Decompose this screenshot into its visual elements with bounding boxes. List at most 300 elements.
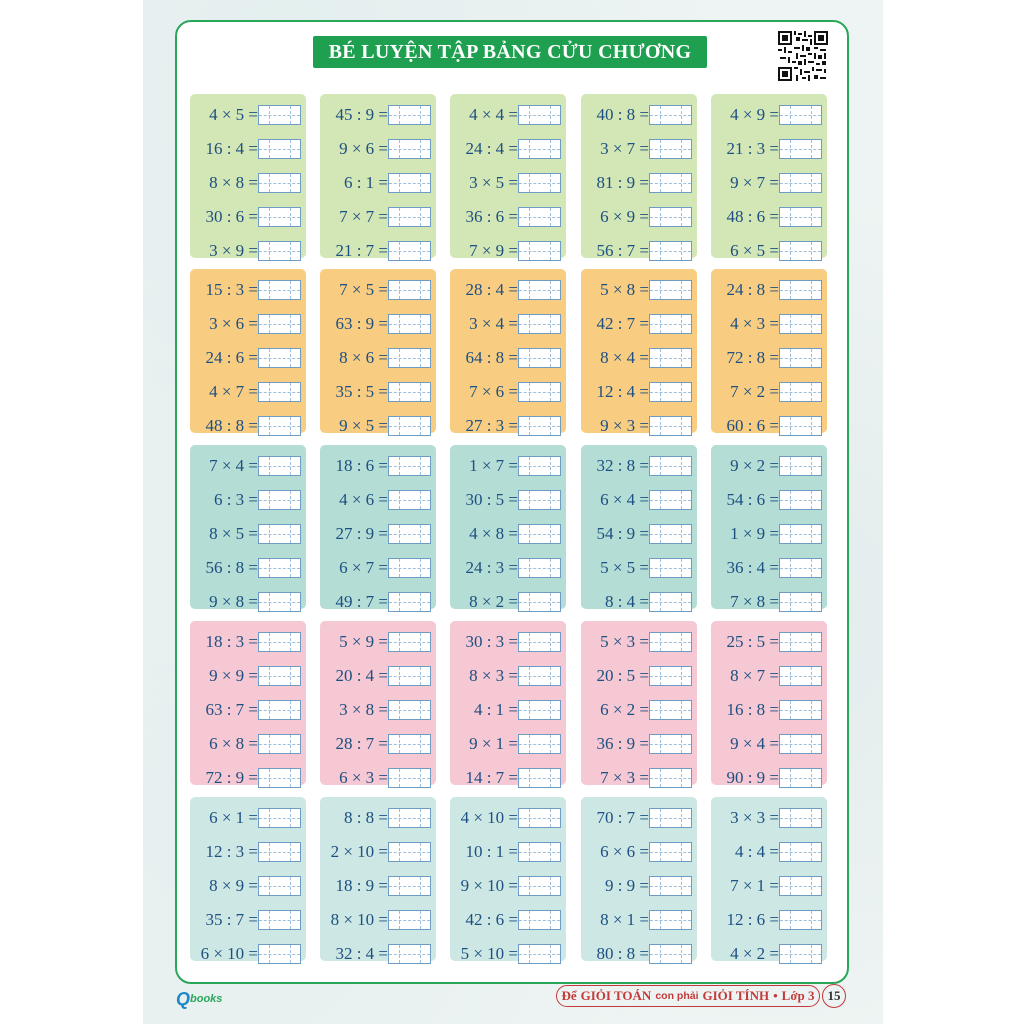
exercise-expression: 80 : 8 = [596,944,649,963]
answer-box[interactable] [388,139,431,159]
exercise-card [581,269,697,433]
exercise-expression: 4 × 5 = [209,105,258,124]
exercise-expression: 9 × 5 = [339,416,388,435]
exercise-expression: 8 × 10 = [330,910,388,929]
exercise-row [711,731,827,757]
exercise-row [190,453,306,479]
exercise-expression: 36 : 4 = [726,558,779,577]
answer-box[interactable] [649,490,692,510]
slogan-part-a: Để [561,988,577,1003]
exercise-expression: 81 : 9 = [596,173,649,192]
exercise-row [190,521,306,547]
answer-box[interactable] [258,207,301,227]
exercise-row [190,629,306,655]
exercise-card [450,621,566,785]
exercise-expression: 27 : 3 = [465,416,518,435]
answer-box[interactable] [388,314,431,334]
answer-box[interactable] [649,768,692,788]
exercise-row [581,907,697,933]
exercise-row [450,697,566,723]
answer-box[interactable] [388,592,431,612]
exercise-expression: 9 : 9 = [604,876,649,895]
answer-box[interactable] [518,207,561,227]
answer-box[interactable] [518,592,561,612]
answer-box[interactable] [388,456,431,476]
exercise-expression: 70 : 7 = [596,808,649,827]
answer-box[interactable] [649,173,692,193]
exercise-card [190,621,306,785]
answer-box[interactable] [518,768,561,788]
answer-box[interactable] [649,382,692,402]
exercise-row [711,907,827,933]
answer-box[interactable] [779,348,822,368]
exercise-expression: 24 : 3 = [465,558,518,577]
answer-box[interactable] [779,700,822,720]
exercise-card [320,269,436,433]
exercise-card [320,797,436,961]
exercise-expression: 4 : 1 = [473,700,518,719]
exercise-card [581,797,697,961]
exercise-expression: 5 × 10 = [460,944,518,963]
exercise-expression: 9 × 3 = [600,416,649,435]
exercise-expression: 5 × 3 = [600,632,649,651]
exercise-expression: 27 : 9 = [335,524,388,543]
exercise-row [320,907,436,933]
answer-box[interactable] [388,632,431,652]
exercise-row [581,379,697,405]
answer-box[interactable] [388,416,431,436]
exercise-expression: 35 : 5 = [335,382,388,401]
exercise-expression: 4 × 6 = [339,490,388,509]
exercise-row [711,136,827,162]
exercise-expression: 54 : 6 = [726,490,779,509]
exercise-row [320,487,436,513]
exercise-row [320,839,436,865]
answer-box[interactable] [518,456,561,476]
qr-code[interactable] [778,31,828,81]
exercise-row [190,555,306,581]
exercise-expression: 9 × 8 = [209,592,258,611]
answer-box[interactable] [388,490,431,510]
exercise-row [711,873,827,899]
answer-box[interactable] [779,105,822,125]
answer-box[interactable] [649,139,692,159]
exercise-card [190,797,306,961]
answer-box[interactable] [649,944,692,964]
exercise-expression: 9 × 2 = [730,456,779,475]
answer-box[interactable] [258,768,301,788]
exercise-row [190,873,306,899]
answer-box[interactable] [649,524,692,544]
exercise-expression: 45 : 9 = [335,105,388,124]
answer-box[interactable] [779,524,822,544]
exercise-row [711,697,827,723]
answer-box[interactable] [779,910,822,930]
answer-box[interactable] [779,139,822,159]
answer-box[interactable] [649,280,692,300]
exercise-row [711,765,827,791]
answer-box[interactable] [518,876,561,896]
exercise-expression: 6 × 8 = [209,734,258,753]
exercise-expression: 6 × 1 = [209,808,258,827]
exercise-expression: 4 × 10 = [460,808,518,827]
exercise-row [320,136,436,162]
exercise-row [190,413,306,439]
exercise-expression: 24 : 8 = [726,280,779,299]
exercise-expression: 3 × 5 = [469,173,518,192]
exercise-expression: 56 : 8 = [205,558,258,577]
answer-box[interactable] [779,592,822,612]
exercise-row [450,102,566,128]
answer-box[interactable] [649,558,692,578]
exercise-row [711,204,827,230]
answer-box[interactable] [649,105,692,125]
exercise-expression: 63 : 9 = [335,314,388,333]
answer-box[interactable] [518,280,561,300]
answer-box[interactable] [258,173,301,193]
answer-box[interactable] [388,808,431,828]
answer-box[interactable] [388,280,431,300]
answer-box[interactable] [518,700,561,720]
exercise-row [190,907,306,933]
exercise-row [581,238,697,264]
exercise-expression: 5 × 9 = [339,632,388,651]
exercise-card [450,94,566,258]
answer-box[interactable] [779,666,822,686]
exercise-row [581,487,697,513]
answer-box[interactable] [388,382,431,402]
exercise-expression: 7 × 7 = [339,207,388,226]
exercise-row [581,629,697,655]
exercise-expression: 4 × 9 = [730,105,779,124]
answer-box[interactable] [518,173,561,193]
answer-box[interactable] [258,241,301,261]
exercise-row [190,238,306,264]
answer-box[interactable] [779,558,822,578]
page-title: BÉ LUYỆN TẬP BẢNG CỬU CHƯƠNG [313,36,707,68]
exercise-expression: 20 : 4 = [335,666,388,685]
answer-box[interactable] [518,382,561,402]
answer-box[interactable] [518,734,561,754]
answer-box[interactable] [258,700,301,720]
exercise-row [190,941,306,967]
exercise-row [320,238,436,264]
exercise-expression: 42 : 7 = [596,314,649,333]
exercise-expression: 6 × 7 = [339,558,388,577]
answer-box[interactable] [779,876,822,896]
answer-box[interactable] [518,348,561,368]
answer-box[interactable] [779,842,822,862]
answer-box[interactable] [649,842,692,862]
exercise-expression: 56 : 7 = [596,241,649,260]
exercise-expression: 16 : 8 = [726,700,779,719]
exercise-row [711,487,827,513]
exercise-row [581,873,697,899]
slogan-part-b: GIỎI TOÁN [580,988,652,1003]
answer-box[interactable] [518,241,561,261]
answer-box[interactable] [388,666,431,686]
exercise-card [190,445,306,609]
answer-box[interactable] [518,314,561,334]
answer-box[interactable] [258,876,301,896]
answer-box[interactable] [388,700,431,720]
exercise-expression: 8 × 6 = [339,348,388,367]
exercise-expression: 5 × 5 = [600,558,649,577]
answer-box[interactable] [258,842,301,862]
answer-box[interactable] [518,910,561,930]
exercise-expression: 30 : 6 = [205,207,258,226]
exercise-row [320,941,436,967]
answer-box[interactable] [779,173,822,193]
answer-box[interactable] [779,280,822,300]
exercise-row [581,765,697,791]
exercise-card [320,94,436,258]
answer-box[interactable] [258,105,301,125]
exercise-row [581,805,697,831]
exercise-expression: 42 : 6 = [465,910,518,929]
answer-box[interactable] [388,876,431,896]
answer-box[interactable] [388,558,431,578]
exercise-row [581,941,697,967]
answer-box[interactable] [258,592,301,612]
answer-box[interactable] [649,456,692,476]
exercise-row [450,311,566,337]
answer-box[interactable] [258,280,301,300]
exercise-row [190,589,306,615]
answer-box[interactable] [779,382,822,402]
answer-box[interactable] [258,314,301,334]
exercise-card [581,94,697,258]
answer-box[interactable] [518,666,561,686]
answer-box[interactable] [649,241,692,261]
exercise-expression: 3 × 3 = [730,808,779,827]
answer-box[interactable] [388,910,431,930]
exercise-row [320,629,436,655]
answer-box[interactable] [388,944,431,964]
exercise-expression: 48 : 6 = [726,207,779,226]
exercise-expression: 9 × 10 = [460,876,518,895]
exercise-row [581,204,697,230]
exercise-row [581,413,697,439]
exercise-expression: 8 × 9 = [209,876,258,895]
answer-box[interactable] [258,632,301,652]
exercise-row [711,311,827,337]
answer-box[interactable] [649,876,692,896]
logo-q: Q [176,988,191,1009]
answer-box[interactable] [649,910,692,930]
exercise-expression: 9 × 9 = [209,666,258,685]
exercise-expression: 7 × 1 = [730,876,779,895]
exercise-expression: 54 : 9 = [596,524,649,543]
exercise-expression: 7 × 4 = [209,456,258,475]
slogan-separator: • [773,988,778,1003]
exercise-expression: 6 × 2 = [600,700,649,719]
answer-box[interactable] [518,842,561,862]
answer-box[interactable] [518,808,561,828]
answer-box[interactable] [258,808,301,828]
exercise-expression: 30 : 3 = [465,632,518,651]
exercise-row [711,345,827,371]
exercise-row [190,311,306,337]
exercise-expression: 7 × 2 = [730,382,779,401]
answer-box[interactable] [388,734,431,754]
exercise-row [190,839,306,865]
answer-box[interactable] [649,700,692,720]
answer-box[interactable] [779,207,822,227]
answer-box[interactable] [388,105,431,125]
answer-box[interactable] [779,314,822,334]
exercise-expression: 1 × 7 = [469,456,518,475]
exercise-expression: 25 : 5 = [726,632,779,651]
exercise-row [320,277,436,303]
exercise-expression: 9 × 1 = [469,734,518,753]
qr-code-icon [778,31,828,81]
answer-box[interactable] [779,944,822,964]
page-number: 15 [822,984,846,1008]
answer-box[interactable] [388,524,431,544]
answer-box[interactable] [518,944,561,964]
book-slogan [556,985,820,1007]
exercise-row [450,629,566,655]
answer-box[interactable] [779,490,822,510]
exercise-row [711,238,827,264]
answer-box[interactable] [258,944,301,964]
answer-box[interactable] [779,632,822,652]
exercise-row [320,102,436,128]
exercise-expression: 9 × 7 = [730,173,779,192]
exercise-expression: 36 : 9 = [596,734,649,753]
exercise-expression: 12 : 6 = [726,910,779,929]
exercise-row [450,204,566,230]
exercise-row [450,238,566,264]
exercise-expression: 10 : 1 = [465,842,518,861]
answer-box[interactable] [649,348,692,368]
exercise-expression: 20 : 5 = [596,666,649,685]
exercise-expression: 6 × 10 = [200,944,258,963]
answer-box[interactable] [518,524,561,544]
exercise-expression: 63 : 7 = [205,700,258,719]
exercise-expression: 18 : 3 = [205,632,258,651]
answer-box[interactable] [518,558,561,578]
exercise-expression: 72 : 8 = [726,348,779,367]
exercise-row [711,555,827,581]
exercise-row [320,345,436,371]
answer-box[interactable] [779,241,822,261]
exercise-row [190,765,306,791]
exercise-row [711,629,827,655]
exercise-expression: 28 : 4 = [465,280,518,299]
exercise-row [190,697,306,723]
exercise-expression: 18 : 9 = [335,876,388,895]
answer-box[interactable] [518,490,561,510]
answer-box[interactable] [388,173,431,193]
answer-box[interactable] [649,207,692,227]
answer-box[interactable] [258,524,301,544]
answer-box[interactable] [649,666,692,686]
answer-box[interactable] [258,139,301,159]
exercise-row [320,204,436,230]
exercise-expression: 3 × 4 = [469,314,518,333]
exercise-expression: 14 : 7 = [465,768,518,787]
exercise-row [450,907,566,933]
exercise-row [711,170,827,196]
answer-box[interactable] [388,241,431,261]
exercise-row [190,379,306,405]
answer-box[interactable] [779,808,822,828]
exercise-card [581,445,697,609]
exercise-expression: 3 × 8 = [339,700,388,719]
exercise-row [190,102,306,128]
exercise-expression: 4 × 7 = [209,382,258,401]
answer-box[interactable] [649,632,692,652]
exercise-expression: 6 × 4 = [600,490,649,509]
answer-box[interactable] [649,416,692,436]
answer-box[interactable] [518,105,561,125]
answer-box[interactable] [649,808,692,828]
exercise-expression: 6 × 6 = [600,842,649,861]
exercise-row [450,379,566,405]
answer-box[interactable] [518,632,561,652]
answer-box[interactable] [258,910,301,930]
exercise-expression: 8 × 8 = [209,173,258,192]
exercise-expression: 30 : 5 = [465,490,518,509]
answer-box[interactable] [258,666,301,686]
answer-box[interactable] [388,768,431,788]
exercise-card [581,621,697,785]
answer-box[interactable] [258,558,301,578]
answer-box[interactable] [649,314,692,334]
exercise-expression: 8 × 3 = [469,666,518,685]
answer-box[interactable] [518,416,561,436]
exercise-row [450,453,566,479]
exercise-expression: 6 : 3 = [213,490,258,509]
answer-box[interactable] [388,348,431,368]
exercise-row [450,805,566,831]
answer-box[interactable] [779,456,822,476]
exercise-expression: 12 : 3 = [205,842,258,861]
answer-box[interactable] [258,416,301,436]
answer-box[interactable] [258,456,301,476]
answer-box[interactable] [258,734,301,754]
answer-box[interactable] [779,768,822,788]
exercise-card [190,269,306,433]
answer-box[interactable] [388,207,431,227]
exercise-row [711,379,827,405]
exercise-row [450,941,566,967]
exercise-expression: 21 : 3 = [726,139,779,158]
exercise-row [190,277,306,303]
answer-box[interactable] [258,490,301,510]
exercise-row [581,697,697,723]
exercise-row [711,521,827,547]
answer-box[interactable] [388,842,431,862]
exercise-row [190,136,306,162]
exercise-row [450,487,566,513]
answer-box[interactable] [779,416,822,436]
answer-box[interactable] [649,592,692,612]
answer-box[interactable] [258,348,301,368]
answer-box[interactable] [649,734,692,754]
answer-box[interactable] [779,734,822,754]
answer-box[interactable] [258,382,301,402]
exercise-row [711,589,827,615]
exercise-expression: 48 : 8 = [205,416,258,435]
answer-box[interactable] [518,139,561,159]
exercise-card [450,269,566,433]
exercise-expression: 5 × 8 = [600,280,649,299]
exercise-expression: 4 × 2 = [730,944,779,963]
exercise-expression: 6 : 1 = [343,173,388,192]
